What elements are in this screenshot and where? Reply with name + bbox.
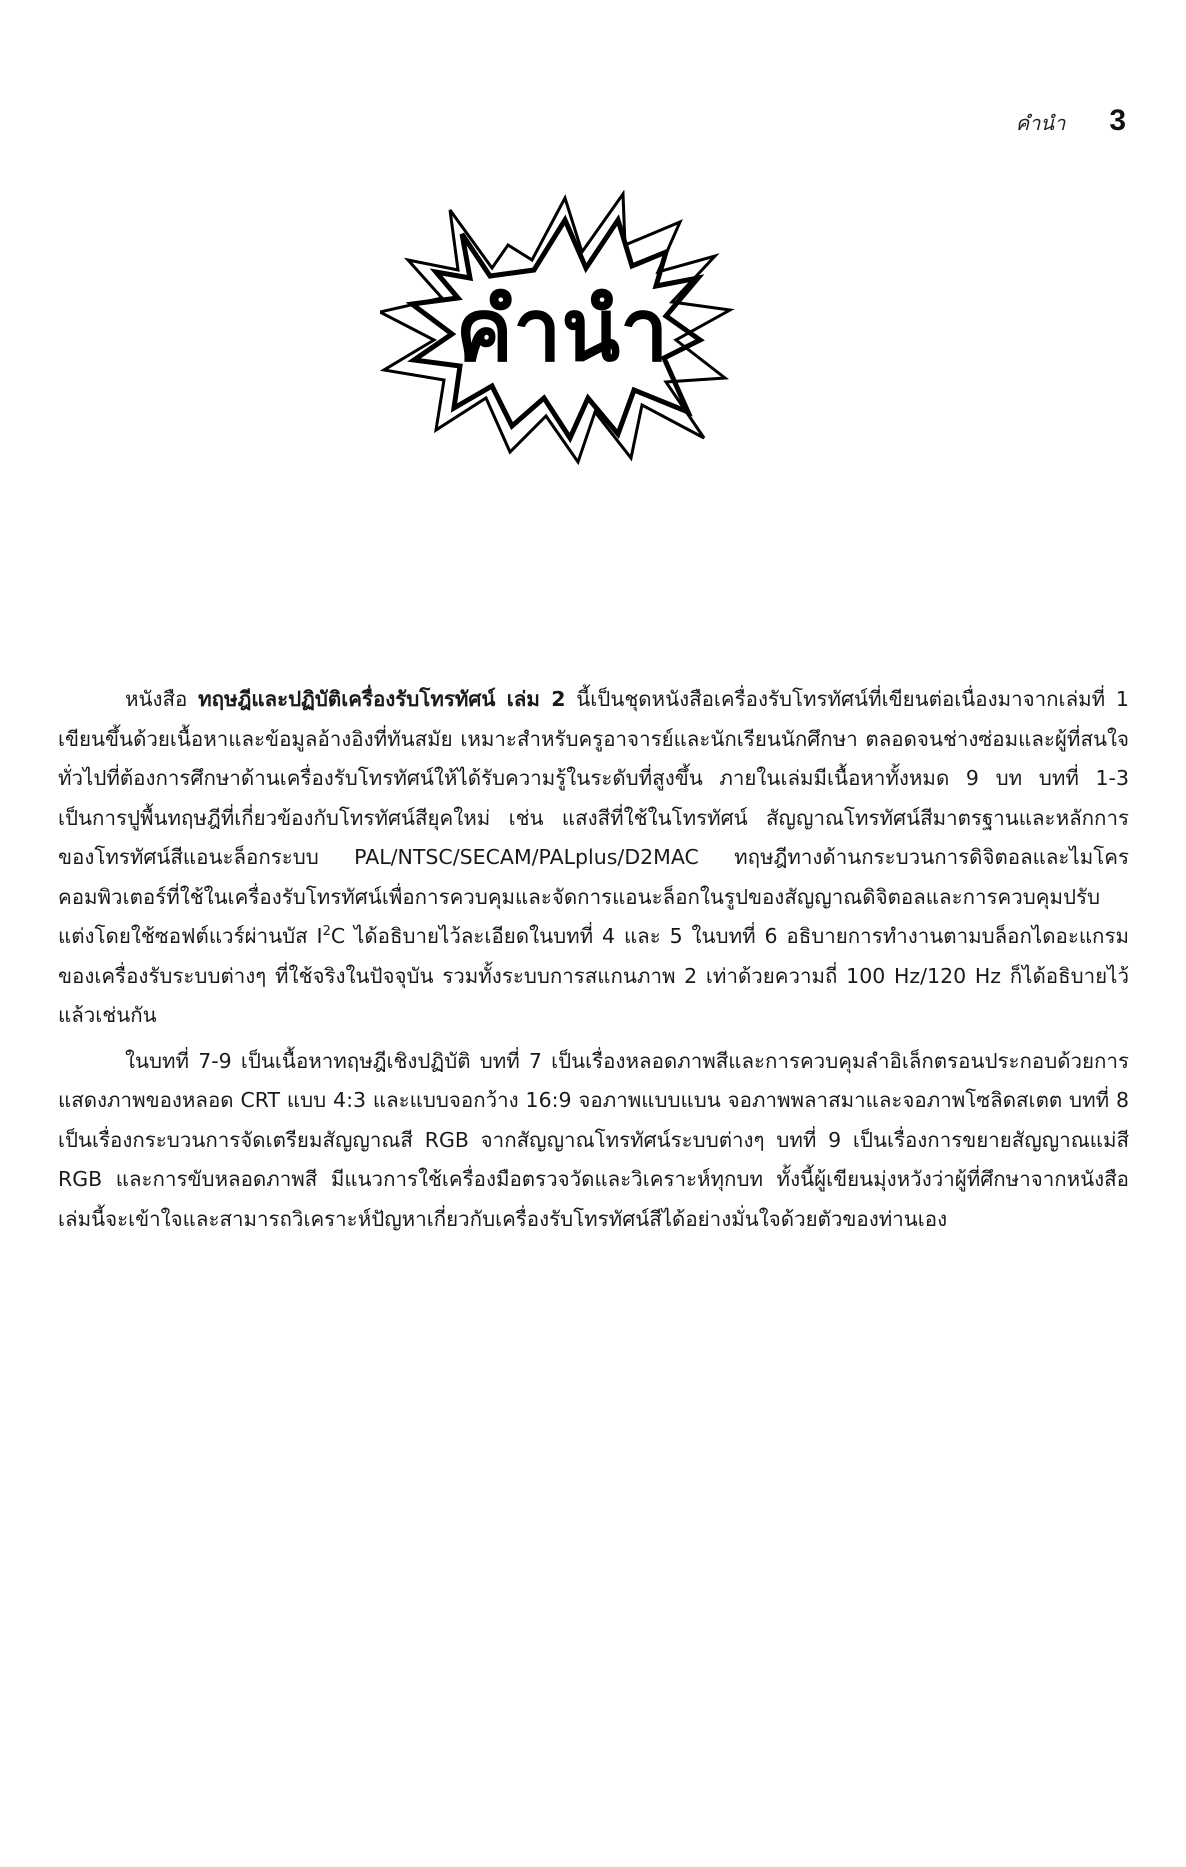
superscript-2: 2 [322,924,331,940]
title-burst [380,190,740,480]
paragraph-2: ในบทที่ 7-9 เป็นเนื้อหาทฤษฎีเชิงปฏิบัติ บทที่ 7 เป็นเรื่องหลอดภาพสีและการควบคุมลำอิเล็กตรอนประกอบด้วยการแสดงภาพของหลอด CRT แบบ 4:3 และแบบจอกว้าง 16:9 จอภาพแบบแบน จอภาพพลาสมาและจอภาพโซลิดสเตต บทที่ 8 เป็นเรื่องกระบวนการจัดเตรียมสัญญาณสี RGB จากสัญญาณโทรทัศน์ระบบต่างๆ บทที่ 9 เป็นเรื่องการขยายสัญญาณแม่สี RGB และการขับหลอดภาพสี มีแนวการใช้เครื่องมือตรวจวัดและวิเคราะห์ทุกบท ทั้งนี้ผู้เขียนมุ่งหวังว่าผู้ที่ศึกษาจากหนังสือเล่มนี้จะเข้าใจและสามารถวิเคราะห์ปัญหาเกี่ยวกับเครื่องรับโทรทัศน์สีได้อย่างมั่นใจด้วยตัวของท่านเอง [58,1048,1129,1231]
burst-title-text: คำนำ [455,281,669,381]
jagged-starburst-frame [380,190,740,480]
page-number: 3 [1109,104,1126,137]
paragraph-1-text-end: C ได้อธิบายไว้ละเอียดในบทที่ 4 และ 5 ในบทที่ 6 อธิบายการทำงานตามบล็อกไดอะแกรมของเครื่องรับระบบต่างๆ ที่ใช้จริงในปัจจุบัน รวมทั้งระบบการสแกนภาพ 2 เท่าด้วยความถี่ 100 Hz/120 Hz ก็ได้อธิบายไว้แล้วเช่นกัน [58,924,1129,1027]
running-head [1016,104,1126,139]
paragraph-1-intro: หนังสือ [125,687,199,711]
paragraph-1 [58,680,1129,1036]
running-head-section: คำนำ [1015,111,1066,135]
preface-body [58,680,1129,1245]
paragraph-1-text: นี้เป็นชุดหนังสือเครื่องรับโทรทัศน์ที่เขียนต่อเนื่องมาจากเล่มที่ 1 เขียนขึ้นด้วยเนื้อหาและข้อมูลอ้างอิงที่ทันสมัย เหมาะสำหรับครูอาจารย์และนักเรียนนักศึกษา ตลอดจนช่างซ่อมและผู้ที่สนใจทั่วไปที่ต้องการศึกษาด้านเครื่องรับโทรทัศน์ให้ได้รับความรู้ในระดับที่สูงขึ้น ภายในเล่มมีเนื้อหาทั้งหมด 9 บท บทที่ 1-3 เป็นการปูพื้นทฤษฎีที่เกี่ยวข้องกับโทรทัศน์สียุคใหม่ เช่น แสงสีที่ใช้ในโทรทัศน์ สัญญาณโทรทัศน์สีมาตรฐานและหลักการของโทรทัศน์สีแอนะล็อกระบบ PAL/NTSC/SECAM/PALplus/D2MAC ทฤษฎีทางด้านกระบวนการดิจิตอลและไมโครคอมพิวเตอร์ที่ใช้ในเครื่องรับโทรทัศน์เพื่อการควบคุมและจัดการแอนะล็อกในรูปของสัญญาณดิจิตอลและการควบคุมปรับแต่งโดยใช้ซอฟต์แวร์ผ่านบัส I [58,687,1129,948]
book-title: ทฤษฎีและปฏิบัติเครื่องรับโทรทัศน์ เล่ม 2 [198,687,566,711]
